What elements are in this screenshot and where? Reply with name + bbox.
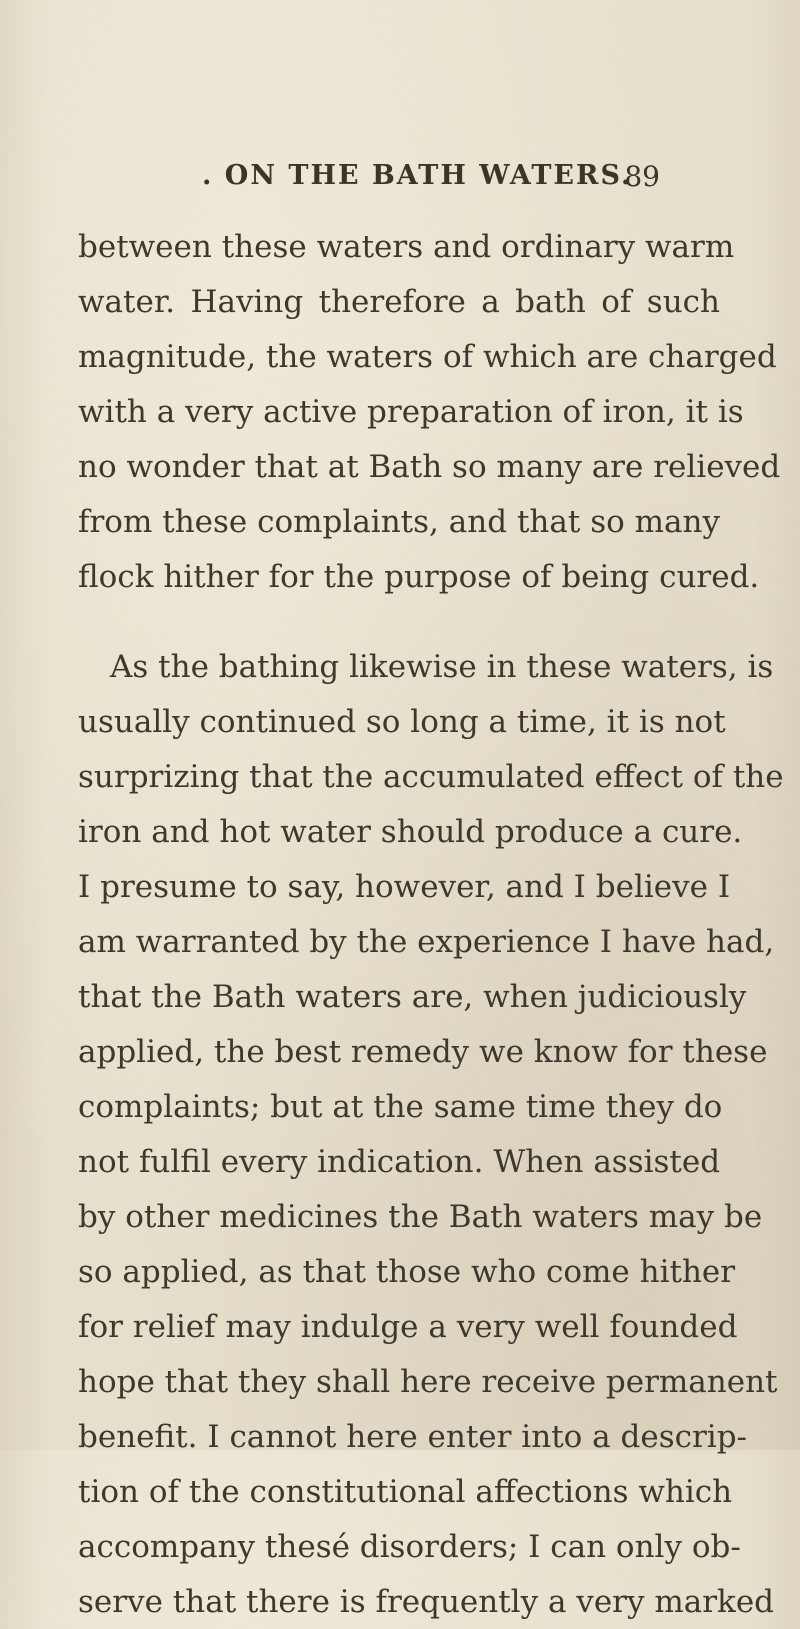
text-line: by other medicines the Bath waters may be bbox=[78, 1199, 763, 1235]
running-title: . ON THE BATH WATERS. bbox=[202, 160, 633, 191]
text-line: usually continued so long a time, it is not bbox=[78, 704, 726, 740]
text-line: I presume to say, however, and I believe I bbox=[78, 869, 731, 905]
page-number: 89 bbox=[624, 160, 660, 193]
text-line: so applied, as that those who come hither bbox=[78, 1254, 736, 1290]
text-line: serve that there is frequently a very marked bbox=[78, 1584, 775, 1620]
text-line: surprizing that the accumulated effect of the bbox=[78, 759, 784, 795]
text-line: am warranted by the experience I have had, bbox=[78, 924, 775, 960]
text-line: iron and hot water should produce a cure. bbox=[78, 814, 743, 850]
text-line: tion of the constitutional affections which bbox=[78, 1474, 733, 1510]
text-line: between these waters and ordinary warm bbox=[78, 229, 735, 265]
text-line: magnitude, the waters of which are charged bbox=[78, 339, 777, 375]
text-line: complaints; but at the same time they do bbox=[78, 1089, 723, 1125]
text-line: no wonder that at Bath so many are relieved bbox=[78, 449, 781, 485]
text-line: applied, the best remedy we know for these bbox=[78, 1034, 768, 1070]
text-line: flock hither for the purpose of being cured. bbox=[78, 559, 760, 595]
text-line: with a very active preparation of iron, it is bbox=[78, 394, 744, 430]
text-line: accompany thesé disorders; I can only ob- bbox=[78, 1529, 741, 1565]
text-line: from these complaints, and that so many bbox=[78, 504, 720, 540]
text-line: hope that they shall here receive permanent bbox=[78, 1364, 778, 1400]
text-line: water. Having therefore a bath of such bbox=[78, 284, 720, 320]
text-line: benefit. I cannot here enter into a descrip- bbox=[78, 1419, 748, 1455]
running-head bbox=[160, 160, 660, 200]
text-line: that the Bath waters are, when judiciously bbox=[78, 979, 747, 1015]
text-line: As the bathing likewise in these waters, is bbox=[110, 649, 774, 685]
text-line: not fulfil every indication. When assisted bbox=[78, 1144, 721, 1180]
text-line: for relief may indulge a very well founded bbox=[78, 1309, 738, 1345]
